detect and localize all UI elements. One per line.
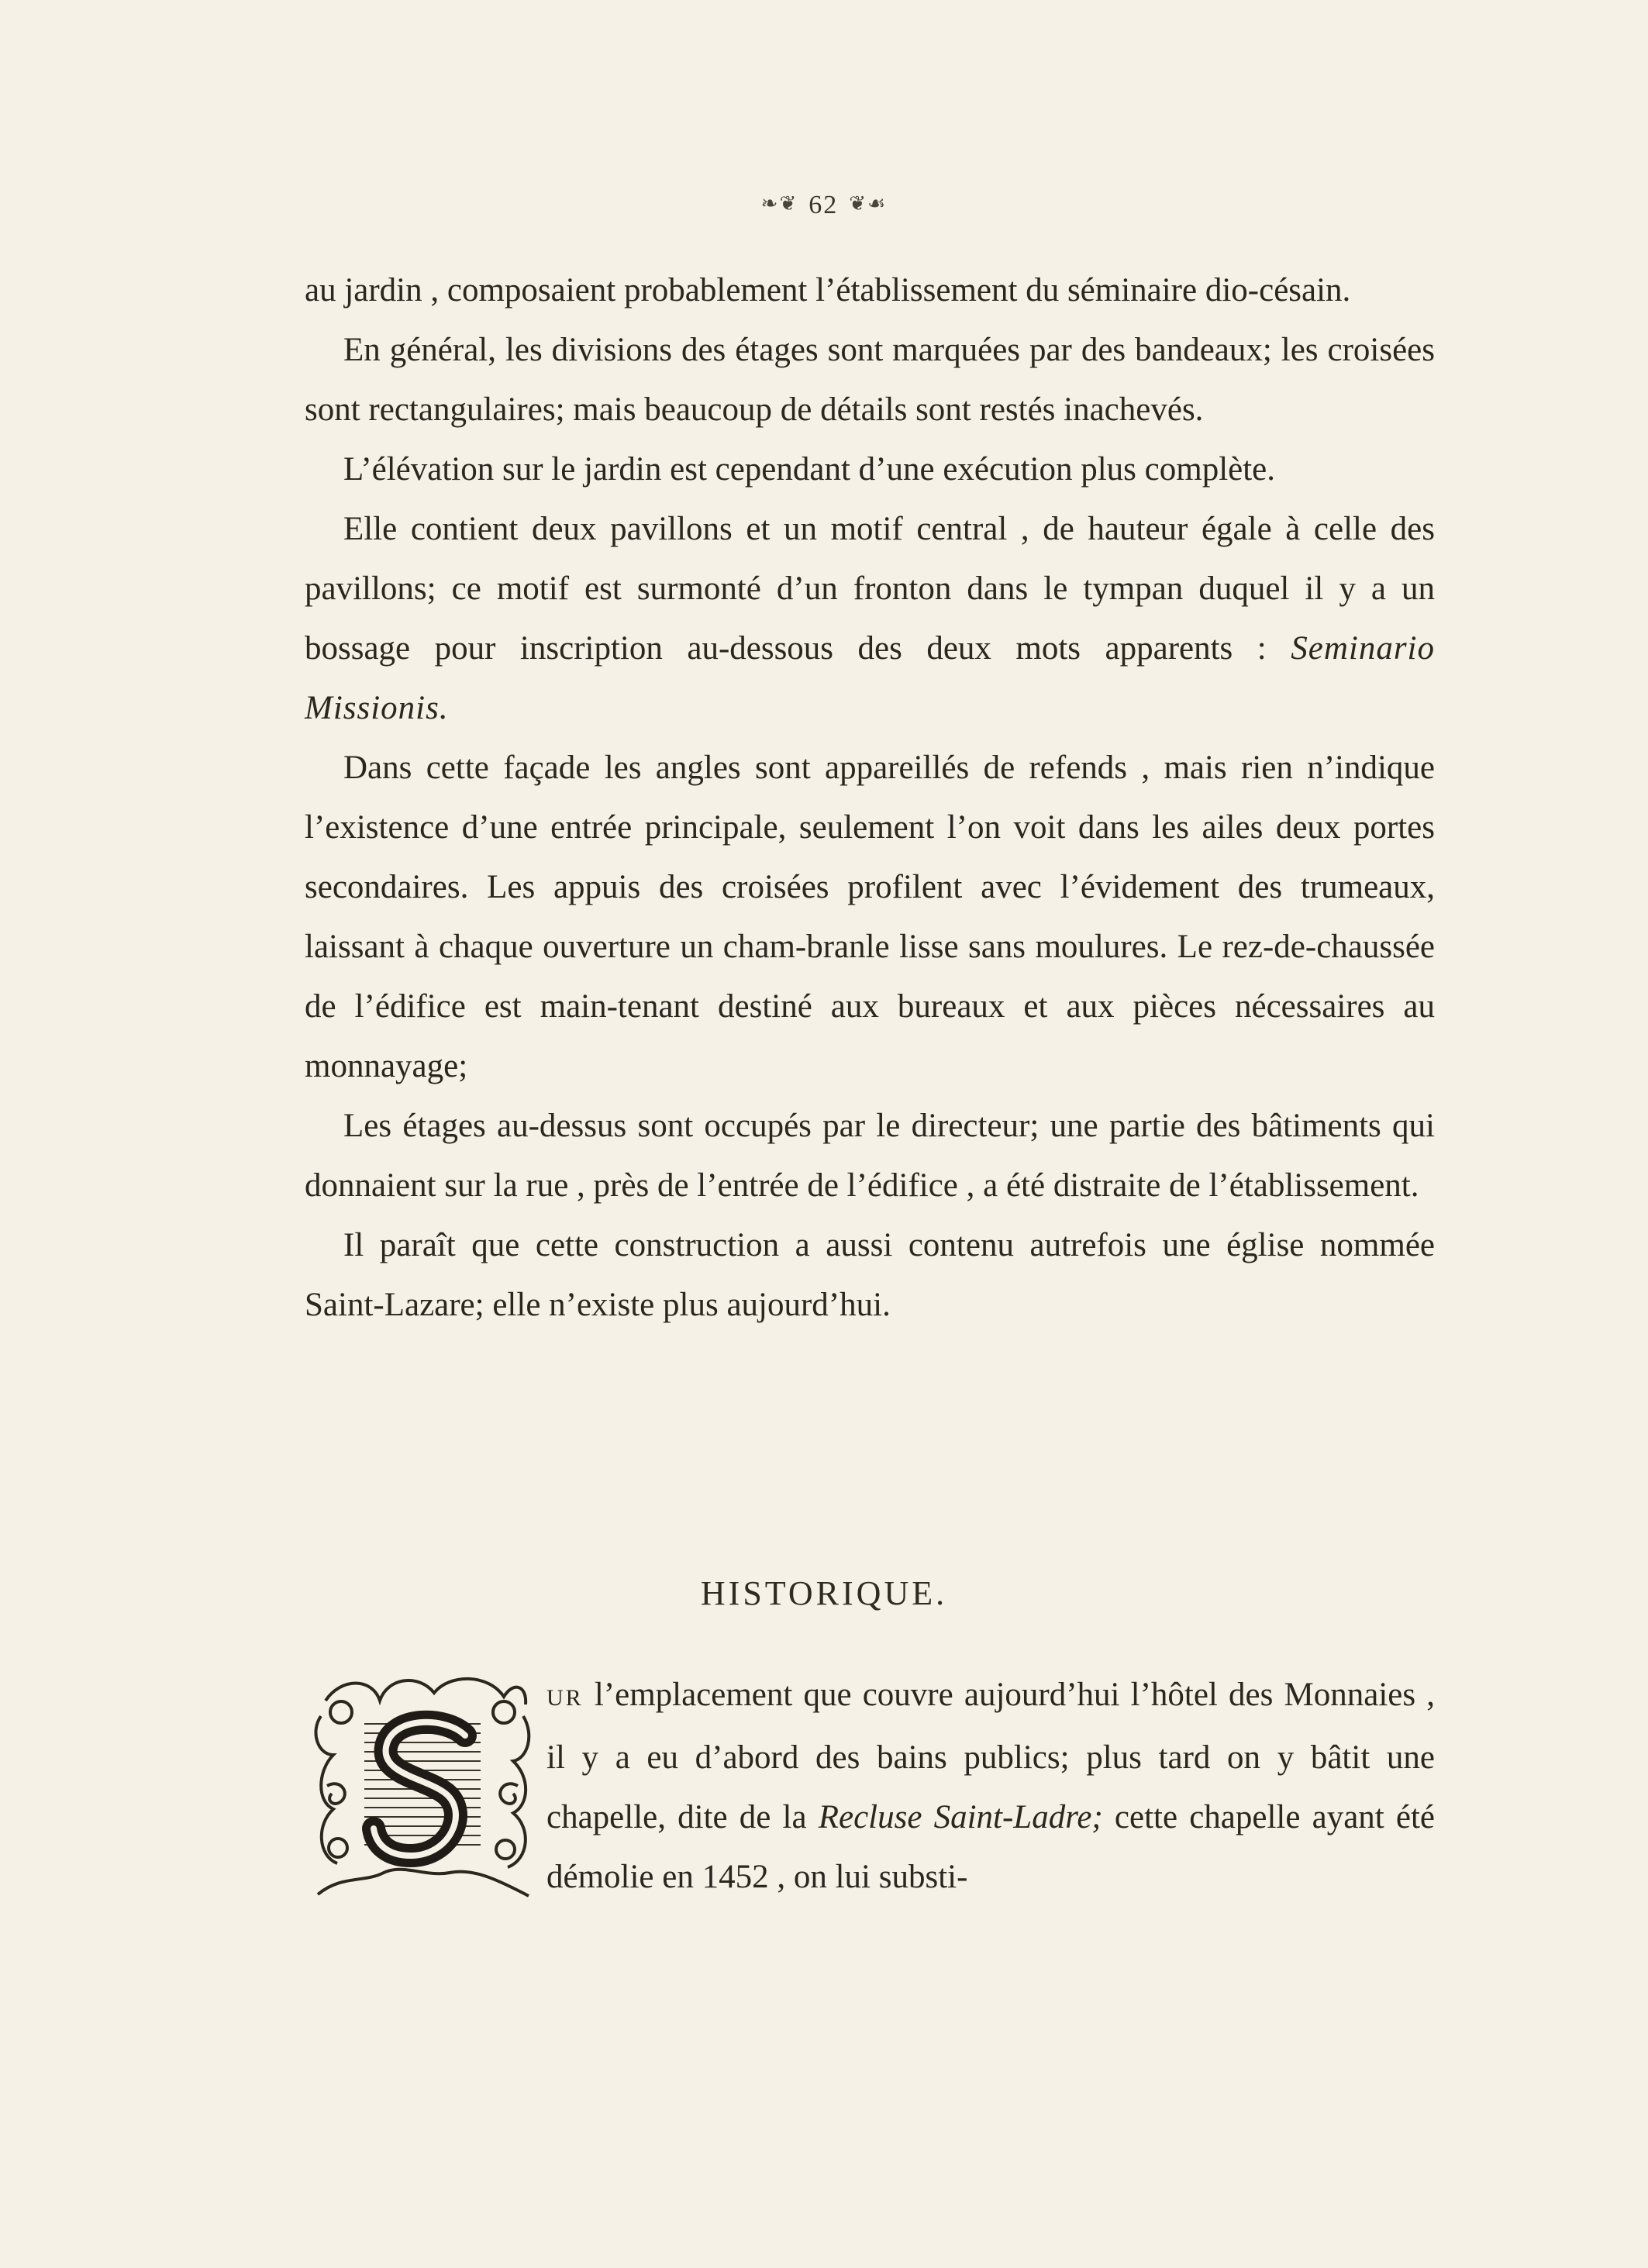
paragraph: Il paraît que cette construction a aussi contenu autrefois une église nommée Saint-Lazare; elle n’existe plus aujourd’hui. (305, 1227, 1435, 1323)
paragraph: au jardin , composaient probablement l’établissement du séminaire dio-césain. (305, 272, 1351, 308)
inscription-text: Seminario Missionis. (305, 630, 1436, 726)
paragraph: Les étages au-dessus sont occupés par le directeur; une partie des bâtiments qui donnaient sur la rue , près de l’entrée de l’édifice , a été distraite de l’établissement. (305, 1108, 1435, 1204)
paragraph (305, 499, 1435, 738)
ornament-left-icon: ❧❦ (760, 192, 798, 215)
smallcaps-text: UR (546, 1685, 584, 1711)
page-header (0, 191, 1648, 220)
paragraph: L’élévation sur le jardin est cependant d’une exécution plus complète. (343, 451, 1276, 488)
historique-paragraph (546, 1665, 1435, 1907)
ornamental-dropcap-s-icon (310, 1670, 535, 1902)
paragraph: Dans cette façade les angles sont appareillés de refends , mais rien n’indique l’existence d’une entrée principale, seulement l’on voit dans les ailes deux portes secondaires. Les appuis des croisées profilent avec l’évidement des trumeaux, laissant à chaque ouverture un cham-branle lisse sans moulures. Le rez-de-chaussée de l’édifice est main-tenant destiné aux bureaux et aux pièces nécessaires au monnayage; (305, 750, 1435, 1084)
body-text (305, 260, 1435, 1335)
historique-text-continued: cette chapelle ayant été démolie en 1452 , on lui substi- (546, 1799, 1435, 1895)
paragraph-text: Elle contient deux pavillons et un motif central , de hauteur égale à celle des pavillons; ce motif est surmonté d’un fronton dans le tympan duquel il y a un bossage pour inscription au-dessous des deux mots apparents : (305, 511, 1435, 667)
historique-text: l’emplacement que couvre aujourd’hui l’hôtel des Monnaies , il y a eu d’abord des bains publics; plus tard on y bâtit une chapelle, dite de la (546, 1677, 1435, 1835)
page-number: 62 (808, 191, 839, 219)
italic-place-name: Recluse Saint-Ladre; (818, 1799, 1103, 1835)
section-heading: HISTORIQUE. (700, 1574, 948, 1612)
paragraph: En général, les divisions des étages sont marquées par des bandeaux; les croisées sont rectangulaires; mais beaucoup de détails sont restés inachevés. (305, 332, 1435, 428)
ornament-right-icon: ❦☙ (849, 192, 888, 215)
svg-text:S: S (422, 1894, 423, 1895)
